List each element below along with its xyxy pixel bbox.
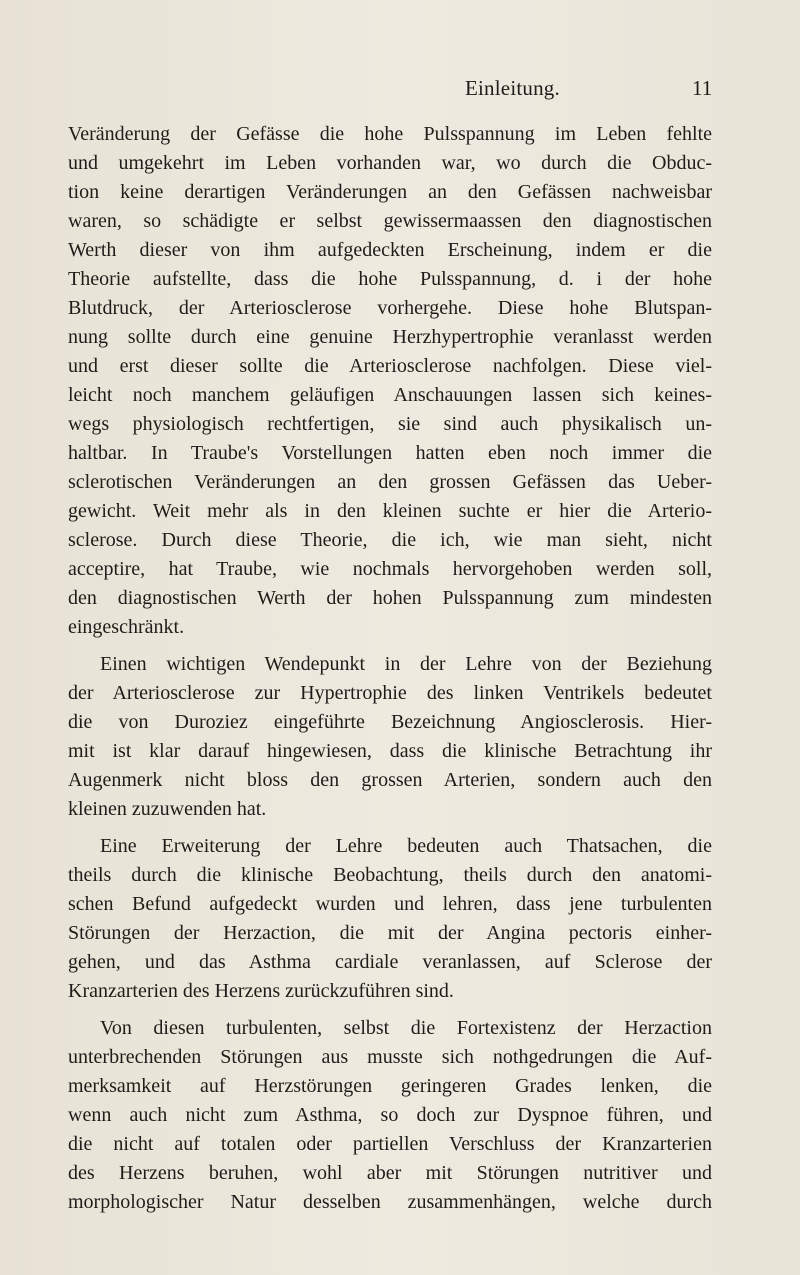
text-line: haltbar. In Traube's Vorstellungen hatten eben noch immer die	[68, 442, 712, 464]
text-line: Theorie aufstellte, dass die hohe Pulsspannung, d. i der hohe	[68, 268, 712, 290]
text-line: Einen wichtigen Wendepunkt in der Lehre von der Beziehung	[100, 653, 712, 675]
text-line: eingeschränkt.	[68, 616, 185, 638]
text-line: gewicht. Weit mehr als in den kleinen suchte er hier die Arterio-	[68, 500, 712, 522]
text-line: Eine Erweiterung der Lehre bedeuten auch Thatsachen, die	[100, 835, 712, 857]
text-line: leicht noch manchem geläufigen Anschauungen lassen sich keines-	[68, 384, 712, 406]
text-line: wegs physiologisch rechtfertigen, sie sind auch physikalisch un-	[68, 413, 712, 435]
text-line: theils durch die klinische Beobachtung, theils durch den anatomi-	[68, 864, 712, 886]
paragraph-2	[68, 650, 712, 824]
text-line: mit ist klar darauf hingewiesen, dass die klinische Betrachtung ihr	[68, 740, 712, 762]
page-header	[0, 73, 800, 103]
text-line: morphologischer Natur desselben zusammenhängen, welche durch	[68, 1191, 712, 1213]
text-line: wenn auch nicht zum Asthma, so doch zur Dyspnoe führen, und	[68, 1104, 712, 1126]
text-line: Augenmerk nicht bloss den grossen Arterien, sondern auch den	[68, 769, 712, 791]
body-text	[68, 120, 712, 1225]
page-number: 11	[692, 76, 713, 100]
paragraph-3	[68, 832, 712, 1006]
text-line: Störungen der Herzaction, die mit der Angina pectoris einher-	[68, 922, 712, 944]
text-line: die nicht auf totalen oder partiellen Verschluss der Kranzarterien	[68, 1133, 712, 1155]
text-line: Kranzarterien des Herzens zurückzuführen sind.	[68, 980, 454, 1002]
paragraph-1	[68, 120, 712, 642]
text-line: kleinen zuzuwenden hat.	[68, 798, 267, 820]
text-line: den diagnostischen Werth der hohen Pulsspannung zum mindesten	[68, 587, 712, 609]
text-line: unterbrechenden Störungen aus musste sich nothgedrungen die Auf-	[68, 1046, 712, 1068]
text-line: schen Befund aufgedeckt wurden und lehren, dass jene turbulenten	[68, 893, 712, 915]
text-line: sclerose. Durch diese Theorie, die ich, wie man sieht, nicht	[68, 529, 712, 551]
text-line: der Arteriosclerose zur Hypertrophie des linken Ventrikels bedeutet	[68, 682, 712, 704]
text-line: und erst dieser sollte die Arteriosclerose nachfolgen. Diese viel-	[68, 355, 712, 377]
running-title: Einleitung.	[465, 76, 560, 100]
text-line: nung sollte durch eine genuine Herzhypertrophie veranlasst werden	[68, 326, 712, 348]
text-line: merksamkeit auf Herzstörungen geringeren Grades lenken, die	[68, 1075, 712, 1097]
text-line: des Herzens beruhen, wohl aber mit Störungen nutritiver und	[68, 1162, 712, 1184]
text-line: Von diesen turbulenten, selbst die Fortexistenz der Herzaction	[100, 1017, 712, 1039]
text-line: waren, so schädigte er selbst gewissermaassen den diagnostischen	[68, 210, 712, 232]
text-line: acceptire, hat Traube, wie nochmals hervorgehoben werden soll,	[68, 558, 712, 580]
text-line: tion keine derartigen Veränderungen an den Gefässen nachweisbar	[68, 181, 712, 203]
text-line: und umgekehrt im Leben vorhanden war, wo durch die Obduc-	[68, 152, 712, 174]
text-line: sclerotischen Veränderungen an den grossen Gefässen das Ueber-	[68, 471, 712, 493]
text-line: Veränderung der Gefässe die hohe Pulsspannung im Leben fehlte	[68, 123, 712, 145]
paragraph-4	[68, 1014, 712, 1217]
text-line: Blutdruck, der Arteriosclerose vorhergehe. Diese hohe Blutspan-	[68, 297, 712, 319]
text-line: Werth dieser von ihm aufgedeckten Erscheinung, indem er die	[68, 239, 712, 261]
text-line: gehen, und das Asthma cardiale veranlassen, auf Sclerose der	[68, 951, 712, 973]
text-line: die von Duroziez eingeführte Bezeichnung Angiosclerosis. Hier-	[68, 711, 712, 733]
